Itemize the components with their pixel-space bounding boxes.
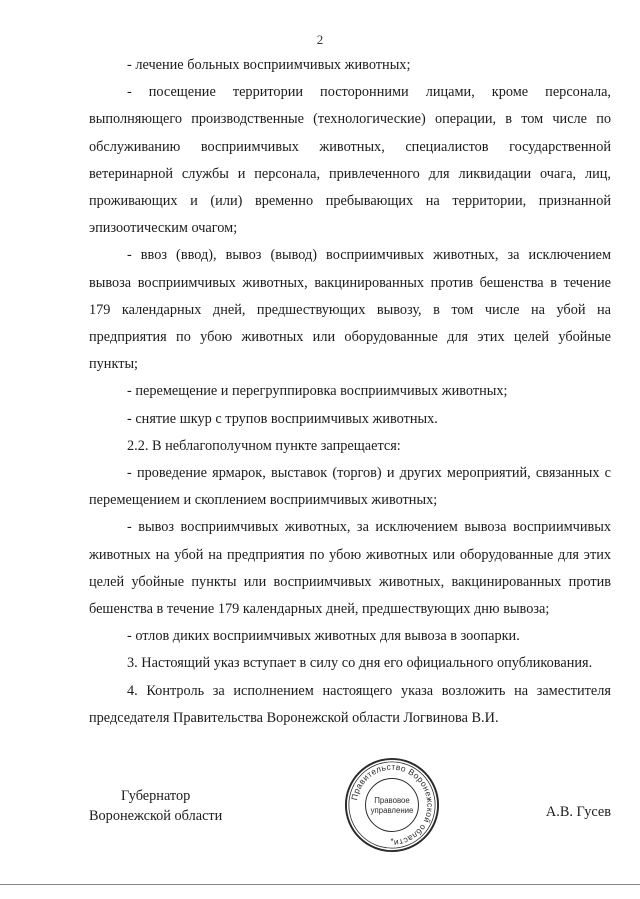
paragraph: - проведение ярмарок, выставок (торгов) и других мероприятий, связанных с перемещением и скоплением восприимчивых животных; — [89, 465, 611, 509]
paragraph: 3. Настоящий указ вступает в силу со дня его официального опубликования. — [127, 655, 593, 672]
official-stamp-icon — [343, 756, 441, 854]
stamp-center-line1: Правовое — [374, 796, 410, 806]
signer-title — [89, 786, 222, 826]
paragraph: - отлов диких восприимчивых животных для вывоза в зоопарки. — [127, 628, 520, 645]
signature-block — [89, 761, 611, 856]
paragraph: - снятие шкур с трупов восприимчивых животных. — [127, 410, 438, 427]
page-bottom-line — [0, 884, 640, 885]
document-body — [89, 52, 611, 732]
paragraph: - посещение территории посторонними лицами, кроме персонала, выполняющего производственные (технологические) операции, в том числе по обслуживанию восприимчивых животных, специалистов государственной ветеринарной службы и персонала, привлеченного для ликвидации очага, лиц, проживающих и (или) временно пребывающих на территории, признанной эпизоотическим очагом; — [89, 84, 611, 237]
page-number: 2 — [316, 32, 324, 47]
stamp-center-line2: управление — [370, 805, 414, 815]
signer-title-line1: Губернатор — [121, 788, 191, 804]
paragraph: - перемещение и перегруппировка восприимчивых животных; — [127, 383, 508, 400]
paragraph: - вывоз восприимчивых животных, за исключением вывоза восприимчивых животных на убой на предприятия по убою животных или оборудованные для этих целей убойные пункты или восприимчивых животных, вакцинированных против бешенства в течение 179 календарных дней, предшествующих дню вывоза; — [89, 519, 611, 618]
paragraph: - лечение больных восприимчивых животных; — [127, 57, 411, 73]
paragraph: 4. Контроль за исполнением настоящего указа возложить на заместителя председателя Правительства Воронежской области Логвинова В.И. — [89, 682, 611, 726]
signer-title-line2: Воронежской области — [89, 808, 223, 824]
stamp-ring-text: Правительство Воронежской области — [349, 761, 436, 849]
signer-name: А.В. Гусев — [545, 804, 611, 820]
paragraph: 2.2. В неблагополучном пункте запрещается: — [127, 437, 401, 454]
stamp-star: * — [390, 837, 394, 847]
paragraph: - ввоз (ввод), вывоз (вывод) восприимчивых животных, за исключением вывоза восприимчивых животных, вакцинированных против бешенства в течение 179 календарных дней, предшествующих вывозу, в том числе на убой на предприятия по убою животных или оборудованные для этих целей убойные пункты; — [89, 247, 611, 373]
